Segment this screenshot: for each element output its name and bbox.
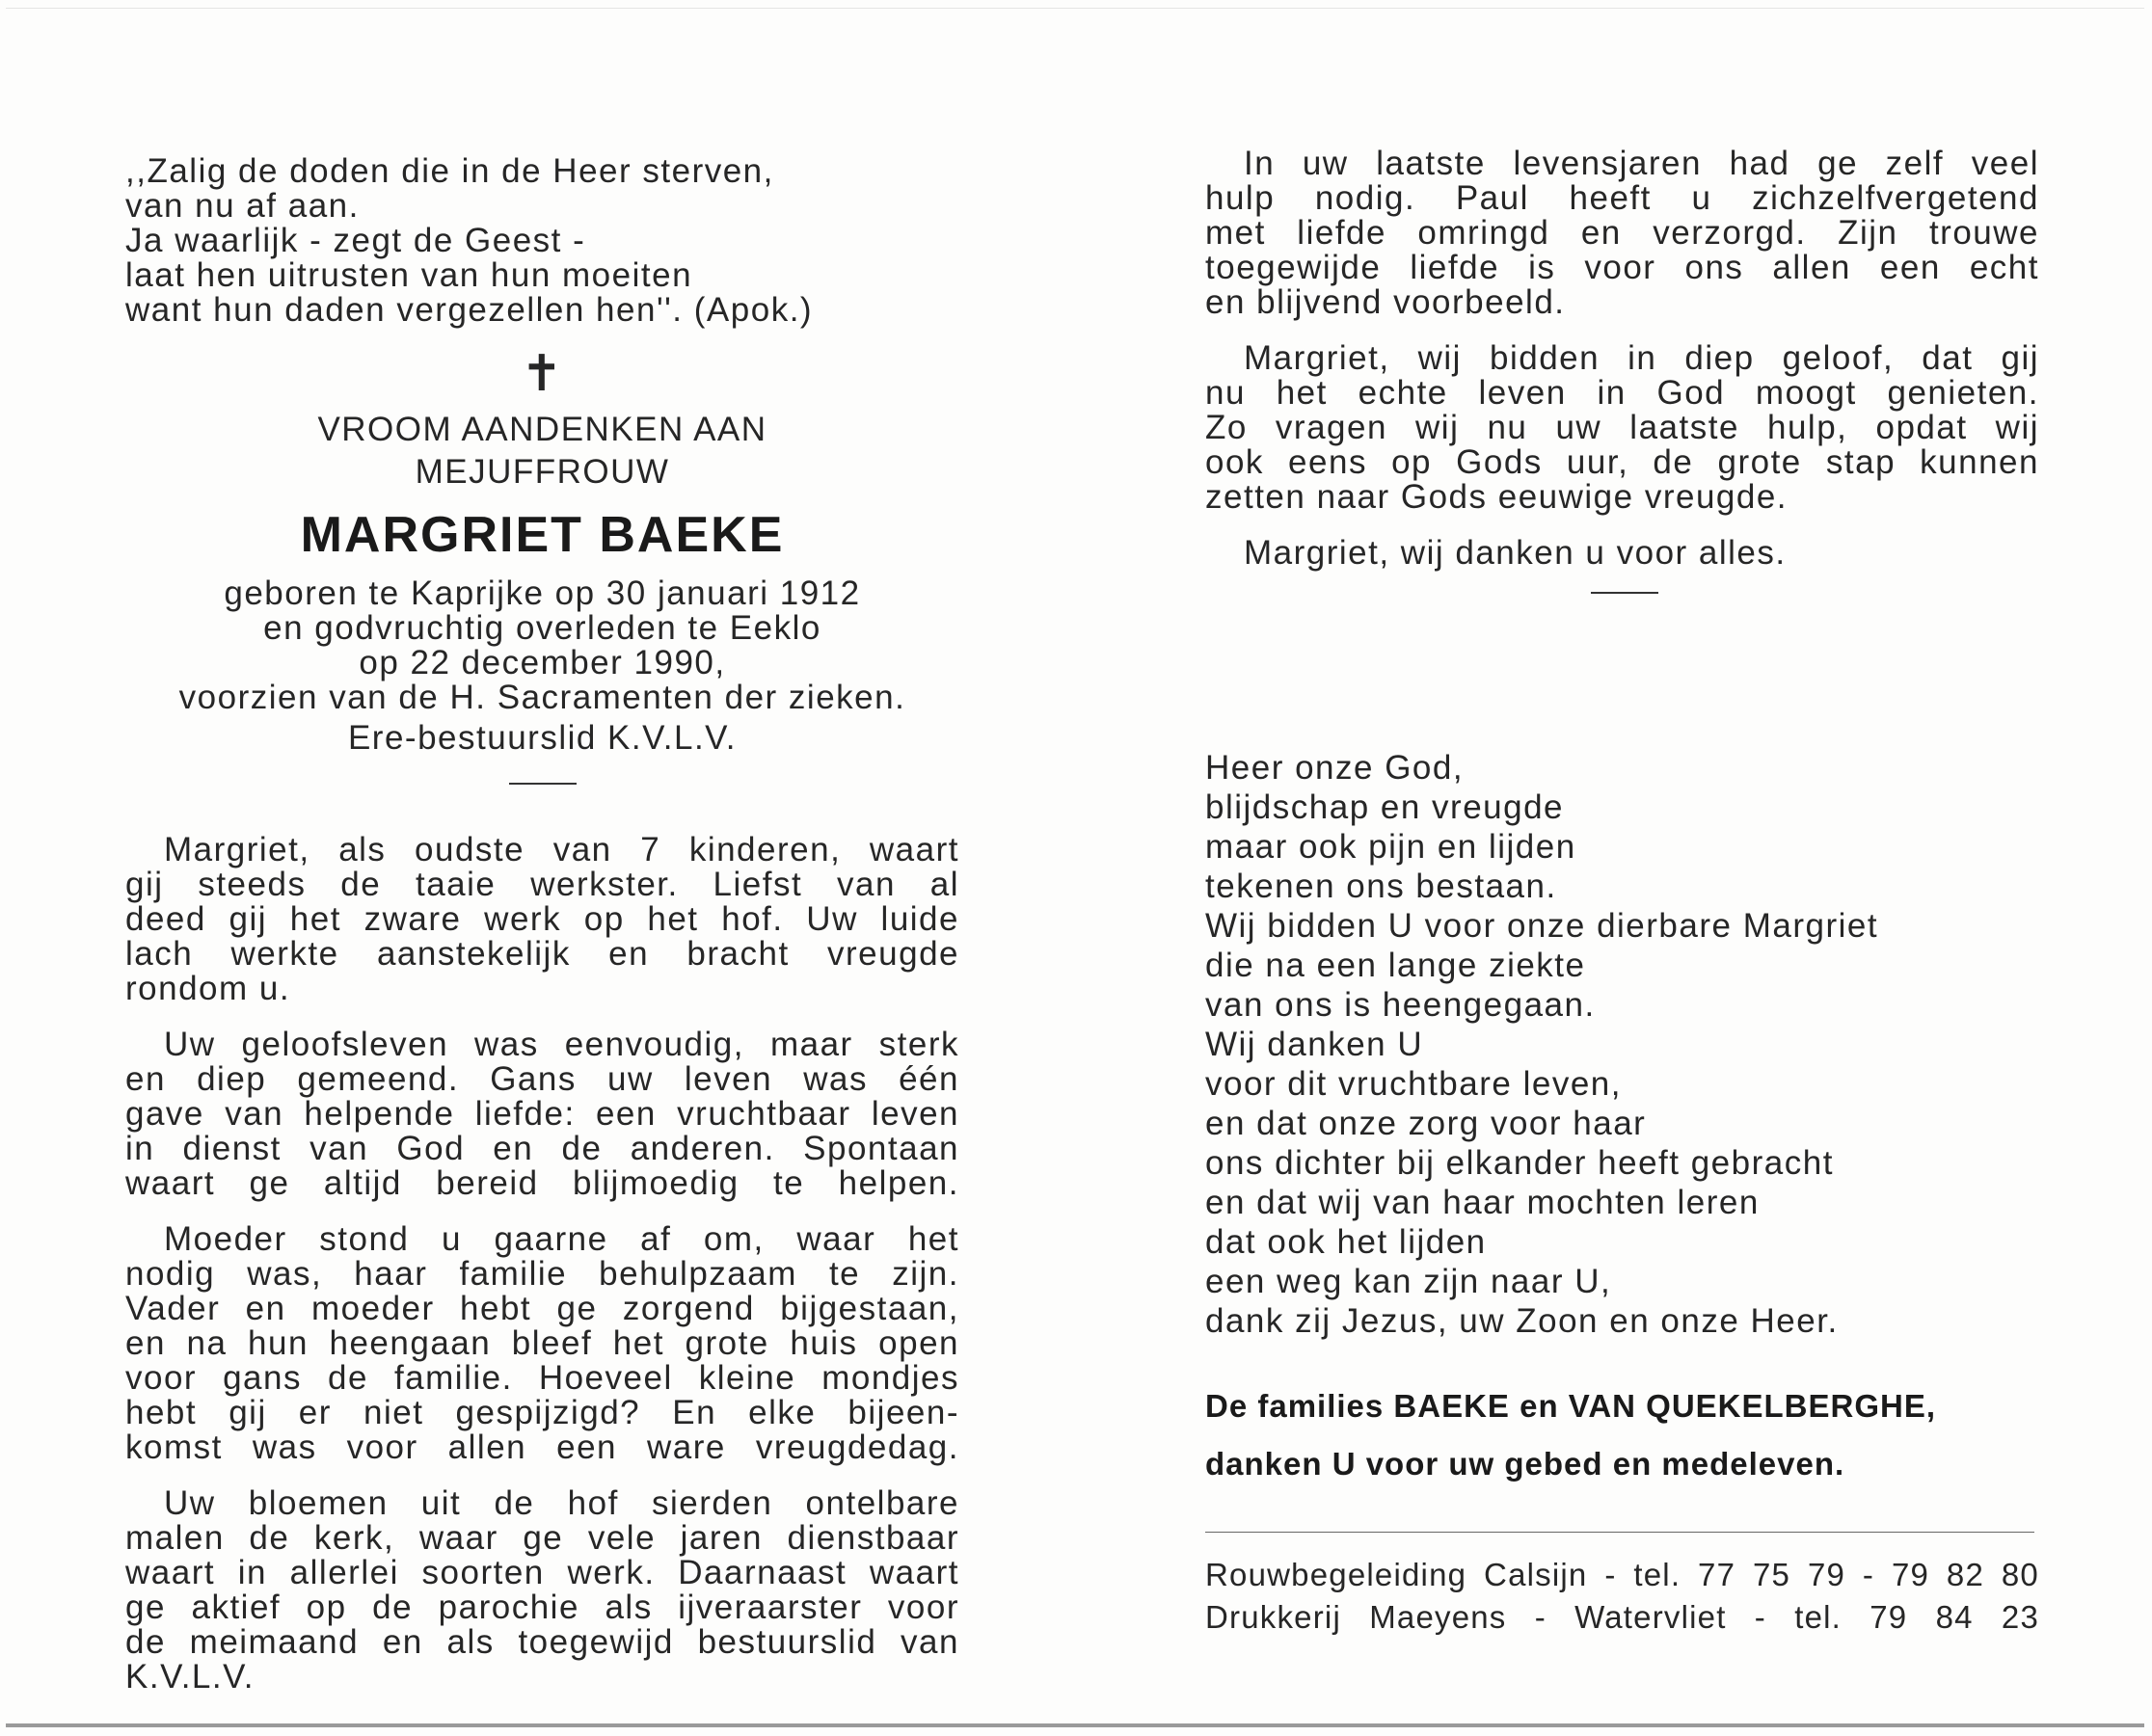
text-line: en blijvend voorbeeld. (1205, 283, 1566, 321)
text-line: komst was voor allen een ware vreugdedag. (125, 1429, 959, 1466)
text-line: toegewijde liefde is voor ons allen een echt (1205, 249, 2039, 286)
right-column (1205, 147, 2039, 1639)
card-bottom-edge (6, 1723, 2144, 1727)
heading-line-1: VROOM AANDENKEN AAN (317, 411, 767, 448)
quote-line: van nu af aan. (125, 187, 360, 225)
prayer-line: ons dichter bij elkander heeft gebracht (1205, 1144, 1834, 1182)
prayer-line: die na een lange ziekte (1205, 947, 1586, 984)
text-line: ook eens op Gods uur, de grote stap kunnen (1205, 443, 2039, 481)
quote-line: ,,Zalig de doden die in de Heer sterven, (125, 152, 774, 190)
text-line: Margriet, wij danken u voor alles. (1244, 534, 1787, 572)
text-line: Margriet, wij bidden in diep geloof, dat gij (1244, 339, 2039, 377)
left-paragraph-4 (125, 1486, 959, 1695)
text-line: Margriet, als oudste van 7 kinderen, waart (164, 831, 959, 868)
separator-dash (1591, 592, 1658, 594)
prayer-line: en dat wij van haar mochten leren (1205, 1184, 1760, 1221)
detail-line: Ere-bestuurslid K.V.L.V. (347, 719, 738, 757)
separator-dash (509, 783, 577, 785)
text-line: hebt gij er niet gespijzigd? En elke bijeen- (125, 1394, 959, 1431)
prayer-line: Heer onze God, (1205, 749, 1465, 787)
text-line: In uw laatste levensjaren had ge zelf veel (1244, 145, 2039, 182)
detail-line: geboren te Kaprijke op 30 januari 1912 (224, 574, 861, 612)
prayer-line: een weg kan zijn naar U, (1205, 1263, 1612, 1300)
deceased-name: MARGRIET BAEKE (300, 507, 785, 563)
text-line: Uw bloemen uit de hof sierden ontelbare (164, 1484, 959, 1522)
thanks-line-1: De families BAEKE en VAN QUEKELBERGHE, (1205, 1388, 1937, 1424)
detail-line: voorzien van de H. Sacramenten der zieken. (178, 679, 906, 716)
prayer-line: Wij bidden U voor onze dierbare Margriet (1205, 907, 1879, 945)
text-line: zetten naar Gods eeuwige vreugde. (1205, 478, 1789, 516)
detail-line: en godvruchtig overleden te Eeklo (263, 609, 821, 647)
family-thanks (1205, 1377, 2039, 1493)
prayer-line: dat ook het lijden (1205, 1223, 1487, 1261)
quote-line: laat hen uitrusten van hun moeiten (125, 256, 693, 294)
bible-quote (125, 154, 959, 328)
text-line: nu het echte leven in God moogt genieten. (1205, 374, 2039, 412)
cross-icon: ✝ (520, 346, 565, 402)
quote-line: Ja waarlijk - zegt de Geest - (125, 222, 586, 259)
prayer (1205, 748, 2039, 1341)
prayer-line: tekenen ons bestaan. (1205, 868, 1557, 905)
right-paragraph-3 (1205, 536, 2039, 571)
text-line: gij steeds de taaie werkster. Liefst van al (125, 866, 959, 903)
text-line: met liefde omringd en verzorgd. Zijn trouwe (1205, 214, 2039, 252)
left-paragraph-1 (125, 833, 959, 1006)
text-line: Moeder stond u gaarne af om, waar het (164, 1220, 959, 1258)
text-line: nodig was, haar familie behulpzaam te zijn. (125, 1255, 959, 1293)
text-line: ge aktief op de parochie als ijveraarster voor (125, 1589, 959, 1626)
text-line: Zo vragen wij nu uw laatste hulp, opdat wij (1205, 409, 2039, 446)
text-line: gave van helpende liefde: een vruchtbaar leven (125, 1095, 959, 1133)
prayer-line: en dat onze zorg voor haar (1205, 1105, 1647, 1142)
right-paragraph-1 (1205, 147, 2039, 320)
text-line: malen de kerk, waar ge vele jaren dienstbaar (125, 1519, 959, 1557)
footer (1205, 1554, 2039, 1639)
life-details (125, 576, 959, 756)
text-line: rondom u. (125, 970, 291, 1007)
text-line: deed gij het zware werk op het hof. Uw luide (125, 900, 959, 938)
text-line: de meimaand en als toegewijd bestuurslid van (125, 1623, 959, 1661)
quote-line: want hun daden vergezellen hen''. (Apok.) (125, 291, 814, 329)
card-top-edge (6, 8, 2144, 9)
right-paragraph-2 (1205, 341, 2039, 515)
text-line: K.V.L.V. (125, 1658, 255, 1696)
left-paragraph-3 (125, 1222, 959, 1465)
text-line: waart ge altijd bereid blijmoedig te helpen. (125, 1164, 959, 1202)
text-line: en na hun heengaan bleef het grote huis open (125, 1324, 959, 1362)
footer-line-2: Drukkerij Maeyens - Watervliet - tel. 79 84 23 (1205, 1599, 2039, 1635)
text-line: Vader en moeder hebt ge zorgend bijgestaan, (125, 1290, 959, 1327)
text-line: lach werkte aanstekelijk en bracht vreugde (125, 935, 959, 973)
prayer-line: blijdschap en vreugde (1205, 788, 1565, 826)
left-column (125, 154, 959, 1716)
heading-line-2: MEJUFFROUW (415, 453, 670, 491)
prayer-line: van ons is heengegaan. (1205, 986, 1596, 1024)
prayer-line: Wij danken U (1205, 1026, 1424, 1063)
text-line: en diep gemeend. Gans uw leven was één (125, 1060, 959, 1098)
thanks-line-2: danken U voor uw gebed en medeleven. (1205, 1446, 1845, 1482)
footer-line-1: Rouwbegeleiding Calsijn - tel. 77 75 79 - 79 82 80 (1205, 1557, 2039, 1592)
prayer-line: voor dit vruchtbare leven, (1205, 1065, 1622, 1103)
prayer-line: maar ook pijn en lijden (1205, 828, 1576, 866)
prayer-line: dank zij Jezus, uw Zoon en onze Heer. (1205, 1302, 1839, 1340)
footer-rule (1205, 1532, 2034, 1533)
text-line: waart in allerlei soorten werk. Daarnaast waart (125, 1554, 959, 1591)
text-line: hulp nodig. Paul heeft u zichzelfvergetend (1205, 179, 2039, 217)
left-paragraph-2 (125, 1028, 959, 1201)
text-line: voor gans de familie. Hoeveel kleine mondjes (125, 1359, 959, 1397)
text-line: in dienst van God en de anderen. Spontaan (125, 1130, 959, 1167)
detail-line: op 22 december 1990, (359, 644, 726, 681)
text-line: Uw geloofsleven was eenvoudig, maar sterk (164, 1026, 959, 1063)
